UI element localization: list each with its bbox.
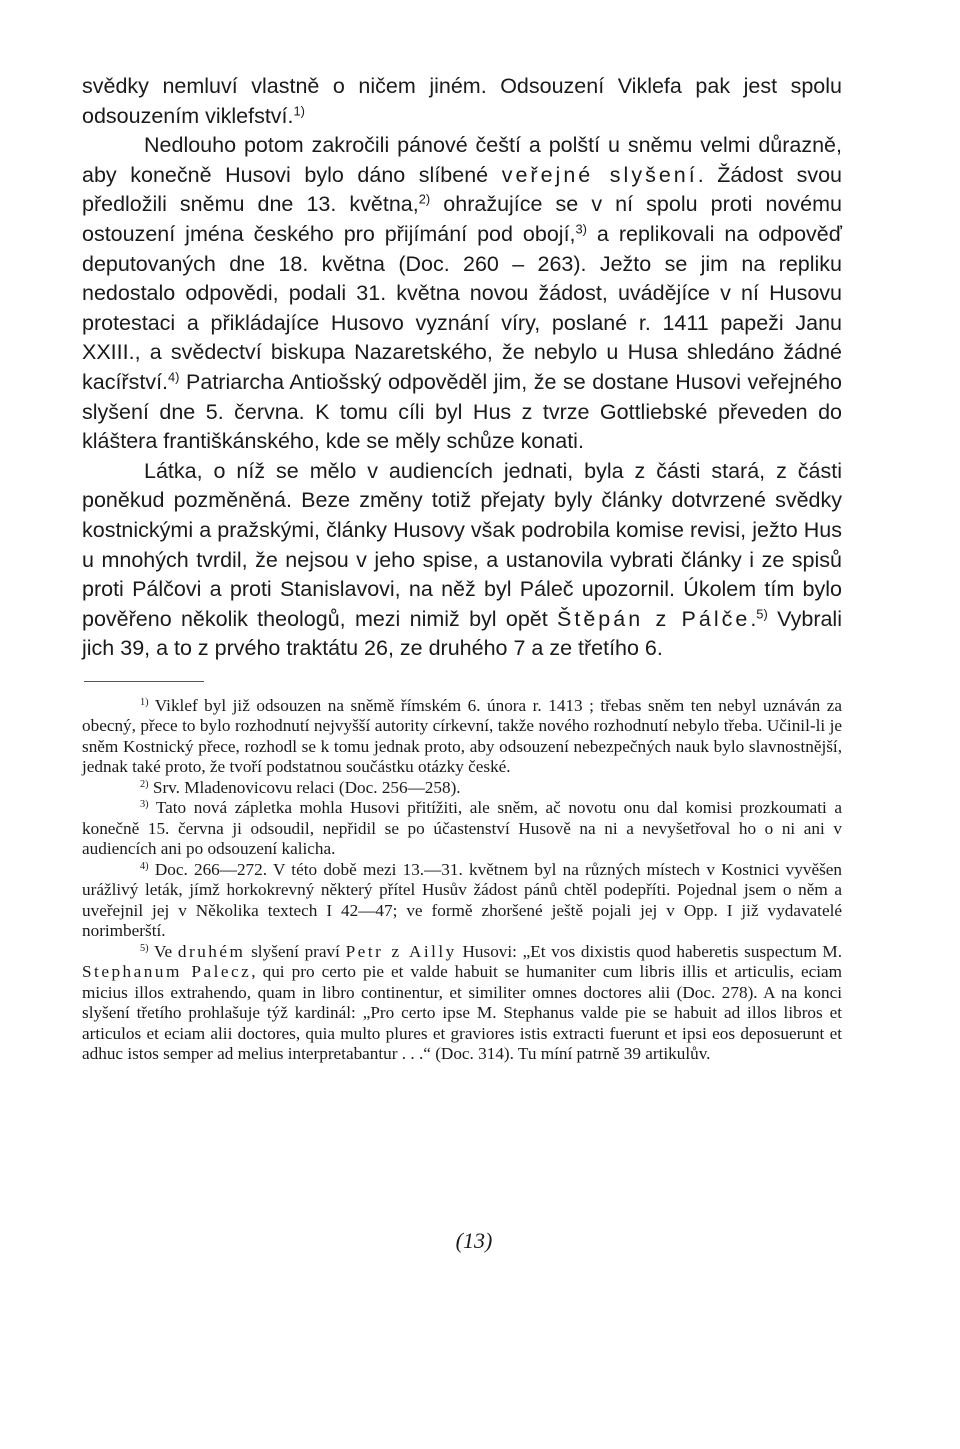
paragraph-2	[82, 131, 842, 457]
footnote-text-a: Ve	[148, 941, 178, 961]
spaced-emphasis: Stephanum Palecz	[82, 962, 252, 982]
footnote-ref-5: 5)	[756, 605, 768, 621]
paragraph-3-text-a: Látka, o níž se mělo v audiencích jednati, byla z části stará, z části poněkud pozměněná. Beze změny totiž přejaty byly články dotvrzené svědky kostnickými a pražskými, články Husovy však podrobila komise revisi, ježto Hus u mnohých tvrdil, že nejsou v jeho spise, a ustanovila vybrati články i ze spisů proti Pálčovi a proti Stanislavovi, na něž byl Páleč upozornil. Úkolem tím bylo pověřeno několik theologů, mezi nimiž byl opět	[82, 458, 842, 631]
main-text	[82, 72, 842, 664]
footnote-ref-3: 3)	[575, 221, 587, 237]
paragraph-3-text-b: .	[750, 606, 757, 631]
paragraph-3-text-c: Vybrali jich 39, a to z prvého traktátu 26, ze druhého 7 a ze třetího 6.	[82, 606, 842, 661]
spaced-emphasis: Petr z Ailly	[345, 941, 457, 961]
footnotes	[82, 696, 842, 1065]
footnote-4	[82, 860, 842, 942]
footnote-1	[82, 696, 842, 778]
paragraph-2-text-d: a replikovali na odpověď deputovaných dne 18. května (Doc. 260 – 263). Ježto se jim na repliku nedostalo odpovědi, podali 31. května novou žádost, uvádějíce v ní Husovu protestaci a přikládajíce Husovo vyznání víry, poslané r. 1411 papeži Janu XXIII., a svědectví biskupa Nazaretského, že nebylo u Husa shledáno žádné kacířství.	[82, 221, 842, 394]
paragraph-2-text-e: Patriarcha Antiošský odpověděl jim, že se dostane Husovi veřejného slyšení dne 5. června. K tomu cíli byl Hus z tvrze Gottliebské převeden do kláštera františkánského, kde se měly schůze konati.	[82, 369, 842, 454]
footnote-5	[82, 942, 842, 1065]
footnote-text-d: , qui pro certo pie et valde habuit se humaniter cum libris illis et articulis, eciam micius illos extrahendo, quam in libro continentur, et similiter omnes doctores alii (Doc. 278). A na konci slyšení třetího prohlašuje týž kardinál: „Pro certo ipse M. Stephanus valde pie se habuit ad illos libros et articulos et eciam alii doctores, quia multo plures et graviores istis extracti fuerunt et ipsi eos deposuerunt et adhuc istos semper ad melius interpretabantur . . .“ (Doc. 314). Tu míní patrně 39 artikulův.	[82, 962, 842, 1064]
footnote-ref-4: 4)	[168, 369, 180, 385]
spaced-emphasis: druhém	[177, 941, 246, 961]
footnote-text: Tato nová zápletka mohla Husovi přitížiti, ale sněm, ač novotu onu dal komisi prozkoumati a konečně 15. června ji odsoudil, nepřidil se po účastenství Husově na ni a nevyšetřoval ho o ni ani v audiencích ani po odsouzení kalicha.	[82, 798, 842, 859]
footnote-divider	[84, 681, 204, 682]
paragraph-2-text-b: . Žádost svou předložili sněmu dne 13. května,	[82, 162, 842, 217]
page	[82, 72, 842, 1065]
spaced-emphasis: veřejné slyšení	[501, 162, 698, 187]
footnote-text: Srv. Mladenovicovu relaci (Doc. 256—258).	[148, 777, 461, 797]
paragraph-2-text-c: ohražujíce se v ní spolu proti novému ostouzení jména českého pro přijímání pod obojí,	[82, 192, 843, 246]
footnote-2	[82, 778, 842, 799]
footnote-mark: 1)	[140, 696, 149, 708]
paragraph-3	[82, 457, 842, 664]
paragraph-2-text-a: Nedlouho potom zakročili pánové čeští a polští u sněmu velmi důrazně, aby konečně Husovi bylo dáno slíbené	[82, 133, 842, 187]
paragraph-1	[82, 72, 842, 131]
footnote-text-b: slyšení praví	[245, 941, 346, 961]
footnote-mark: 5)	[140, 942, 149, 954]
footnote-3	[82, 798, 842, 860]
paragraph-1-text: svědky nemluví vlastně o ničem jiném. Odsouzení Viklefa pak jest spolu odsouzením viklefství.	[82, 74, 842, 128]
footnote-mark: 2)	[140, 778, 149, 790]
page-number: (13)	[455, 1228, 493, 1253]
footnote-text-c: Husovi: „Et vos dixistis quod haberetis suspectum M.	[456, 941, 843, 961]
spaced-emphasis: Štěpán z Pálče	[557, 606, 751, 631]
footnote-text: Doc. 266—272. V této době mezi 13.—31. květnem byl na různých místech v Kostnici vyvěšen urážlivý leták, jímž horkokrevný některý přítel Husův žádost pánů chtěl podepříti. Pojednal jsem o něm a uveřejnil jej v Několika textech I 42—47; ve formě zhoršené ještě pojali jej v Opp. I již vydavatelé norimberští.	[82, 859, 842, 941]
footnote-text: Viklef byl již odsouzen na sněmě římském 6. února r. 1413 ; třebas sněm ten nebyl uznáván za obecný, přece to bylo rozhodnutí nejvyšší autority církevní, takže nového rozhodnutí nebylo třeba. Učinil-li je sněm Kostnický přece, rozhodl se k tomu jednak proto, aby odsouzení nebezpečných nauk bylo slavnostnější, jednak také proto, že tvoří podstatnou součástku otázky české.	[82, 695, 842, 777]
footnote-mark: 3)	[140, 799, 149, 811]
footnote-ref-2: 2)	[418, 191, 431, 207]
footnote-ref-1: 1)	[293, 102, 305, 118]
footnote-mark: 4)	[140, 860, 149, 872]
